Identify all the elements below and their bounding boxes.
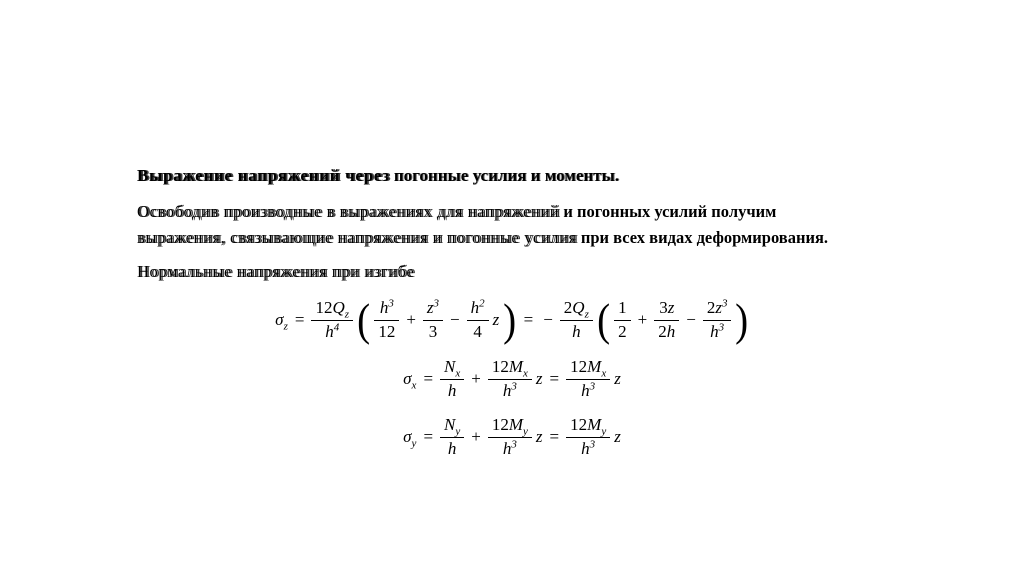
math-operator: + <box>406 310 416 329</box>
fraction-denominator <box>560 321 593 342</box>
math-number: 12 <box>491 356 509 376</box>
math-fraction <box>566 358 610 400</box>
math-variable: z <box>535 427 543 446</box>
fraction-denominator <box>566 438 610 459</box>
math-variable: 3 <box>388 297 394 310</box>
math-variable: 3 <box>721 297 728 310</box>
math-operator: = <box>423 369 434 388</box>
math-symbol <box>403 427 417 450</box>
math-variable: h <box>447 380 457 400</box>
fraction-denominator <box>374 321 399 342</box>
slide-text-block <box>137 165 909 282</box>
math-number: 2 <box>706 297 716 317</box>
math-symbol <box>614 369 621 389</box>
para-line1-bold-run: и погонных усилий получим <box>559 202 777 221</box>
title-rest-run: погонные усилия и моменты. <box>389 166 620 185</box>
section-subheading <box>137 262 909 282</box>
math-variable: 3 <box>511 379 517 392</box>
para-line2-ghost-run: выражения, связывающие напряжения и погонные усилия <box>137 228 577 247</box>
math-variable: z <box>283 320 288 333</box>
math-fraction <box>374 299 399 341</box>
fraction-numerator <box>440 416 464 438</box>
math-variable: h <box>581 438 590 458</box>
math-number: 12 <box>378 321 396 341</box>
math-fraction <box>423 299 443 341</box>
math-variable: M <box>508 356 524 376</box>
math-variable: h <box>710 321 719 341</box>
math-paren: ( <box>596 294 611 345</box>
math-fraction <box>488 358 532 400</box>
fraction-numerator <box>440 358 464 380</box>
math-variable: σ <box>403 369 412 388</box>
math-variable: z <box>614 369 621 388</box>
fraction-numerator <box>374 299 399 321</box>
math-symbol <box>614 427 621 447</box>
fraction-numerator <box>488 416 532 438</box>
paragraph-line-1 <box>137 199 909 225</box>
math-operator: = <box>549 369 560 388</box>
math-fraction <box>488 416 532 458</box>
math-variable: 3 <box>589 379 596 392</box>
math-variable: z <box>344 308 349 321</box>
fraction-denominator <box>488 438 532 459</box>
fraction-denominator <box>654 321 679 342</box>
math-variable: z <box>614 427 621 446</box>
math-number: 12 <box>570 414 588 434</box>
math-number: 12 <box>491 414 509 434</box>
fraction-numerator <box>560 299 593 321</box>
math-variable: h <box>666 321 676 341</box>
math-operator: + <box>637 310 648 329</box>
body-paragraph <box>137 199 909 251</box>
math-operator: = <box>549 427 560 446</box>
math-operator: − <box>686 310 696 329</box>
fraction-denominator <box>423 321 443 342</box>
math-variable: M <box>508 414 524 434</box>
math-number: 4 <box>473 321 482 341</box>
formula-sigma-y <box>0 413 1024 461</box>
fraction-denominator <box>440 380 464 401</box>
fraction-denominator <box>311 321 353 342</box>
math-number: 3 <box>659 297 668 317</box>
math-fraction <box>560 299 593 341</box>
math-variable: z <box>667 297 675 317</box>
math-fraction <box>311 299 353 341</box>
math-variable: h <box>379 297 389 317</box>
math-symbol <box>403 369 417 392</box>
math-variable: h <box>572 321 581 341</box>
math-variable: 3 <box>511 437 517 450</box>
fraction-numerator <box>311 299 353 321</box>
math-variable: z <box>584 308 589 321</box>
math-variable: Q <box>332 297 345 317</box>
math-variable: N <box>444 356 456 376</box>
fraction-numerator <box>654 299 679 321</box>
math-variable: h <box>581 380 590 400</box>
math-fraction <box>440 358 464 400</box>
math-variable: z <box>715 297 722 317</box>
math-variable: 3 <box>718 320 725 333</box>
math-variable: 2 <box>479 297 485 310</box>
fraction-numerator <box>614 299 631 321</box>
fraction-denominator <box>703 321 732 342</box>
fraction-numerator <box>467 299 489 321</box>
math-operator: − <box>450 310 460 329</box>
para-line2-bold-run: при всех видах деформирования. <box>576 228 829 247</box>
fraction-numerator <box>488 358 532 380</box>
math-variable: M <box>587 414 602 434</box>
title-ghost-run: Выражение напряжений через <box>137 166 390 185</box>
math-operator: + <box>471 369 481 388</box>
math-variable: z <box>426 297 434 317</box>
math-variable: z <box>535 369 543 388</box>
math-fraction <box>654 299 679 341</box>
math-operator: = <box>423 427 434 446</box>
math-variable: σ <box>275 310 284 329</box>
formula-sigma-z <box>0 290 1024 350</box>
math-symbol <box>275 310 288 333</box>
para-line1-ghost-run: Освободив производные в выражениях для напряжений <box>137 202 560 221</box>
math-number: 2 <box>618 321 627 341</box>
math-symbol <box>536 427 543 447</box>
math-variable: x <box>601 367 607 380</box>
fraction-numerator <box>566 358 610 380</box>
math-paren: ) <box>735 294 749 345</box>
math-operator: + <box>471 427 481 446</box>
math-number: 1 <box>618 297 627 317</box>
math-fraction <box>614 299 631 341</box>
subheading-text: Нормальные напряжения при изгибе <box>137 262 415 281</box>
math-variable: x <box>523 367 528 380</box>
slide-title <box>137 165 909 186</box>
math-variable: h <box>325 321 334 341</box>
math-number: 3 <box>428 321 438 341</box>
math-symbol <box>536 369 543 389</box>
math-variable: N <box>444 414 456 434</box>
math-variable: h <box>447 438 457 458</box>
formula-sigma-x <box>0 355 1024 403</box>
fraction-denominator <box>467 321 489 342</box>
math-number: 2 <box>658 321 667 341</box>
math-variable: h <box>502 438 512 458</box>
math-number: 12 <box>570 356 588 376</box>
math-variable: σ <box>403 427 412 446</box>
math-operator: − <box>543 310 553 329</box>
math-fraction <box>440 416 464 458</box>
fraction-denominator <box>488 380 532 401</box>
math-fraction <box>467 299 489 341</box>
math-symbol <box>493 310 500 330</box>
math-variable: x <box>411 379 417 392</box>
fraction-denominator <box>440 438 464 459</box>
math-number: 12 <box>315 297 333 317</box>
math-variable: 3 <box>589 437 596 450</box>
fraction-numerator <box>423 299 443 321</box>
math-variable: 4 <box>333 320 340 333</box>
fraction-denominator <box>614 321 631 342</box>
math-operator: = <box>294 310 305 329</box>
paragraph-line-2 <box>137 225 909 251</box>
fraction-denominator <box>566 380 610 401</box>
math-variable: 3 <box>433 297 440 310</box>
fraction-numerator <box>703 299 732 321</box>
formula-block <box>0 290 1024 461</box>
math-paren: ( <box>357 294 371 345</box>
math-fraction <box>703 299 732 341</box>
math-variable: z <box>492 310 500 329</box>
math-variable: x <box>455 367 461 380</box>
math-number: 2 <box>563 297 573 317</box>
math-variable: y <box>411 437 417 450</box>
math-variable: h <box>502 380 512 400</box>
math-paren: ) <box>503 294 517 345</box>
math-variable: y <box>523 425 528 438</box>
math-variable: h <box>470 297 480 317</box>
math-variable: y <box>455 425 461 438</box>
math-variable: Q <box>572 297 585 317</box>
math-fraction <box>566 416 610 458</box>
fraction-numerator <box>566 416 610 438</box>
math-variable: y <box>601 425 607 438</box>
math-variable: M <box>587 356 602 376</box>
math-operator: = <box>523 310 534 329</box>
